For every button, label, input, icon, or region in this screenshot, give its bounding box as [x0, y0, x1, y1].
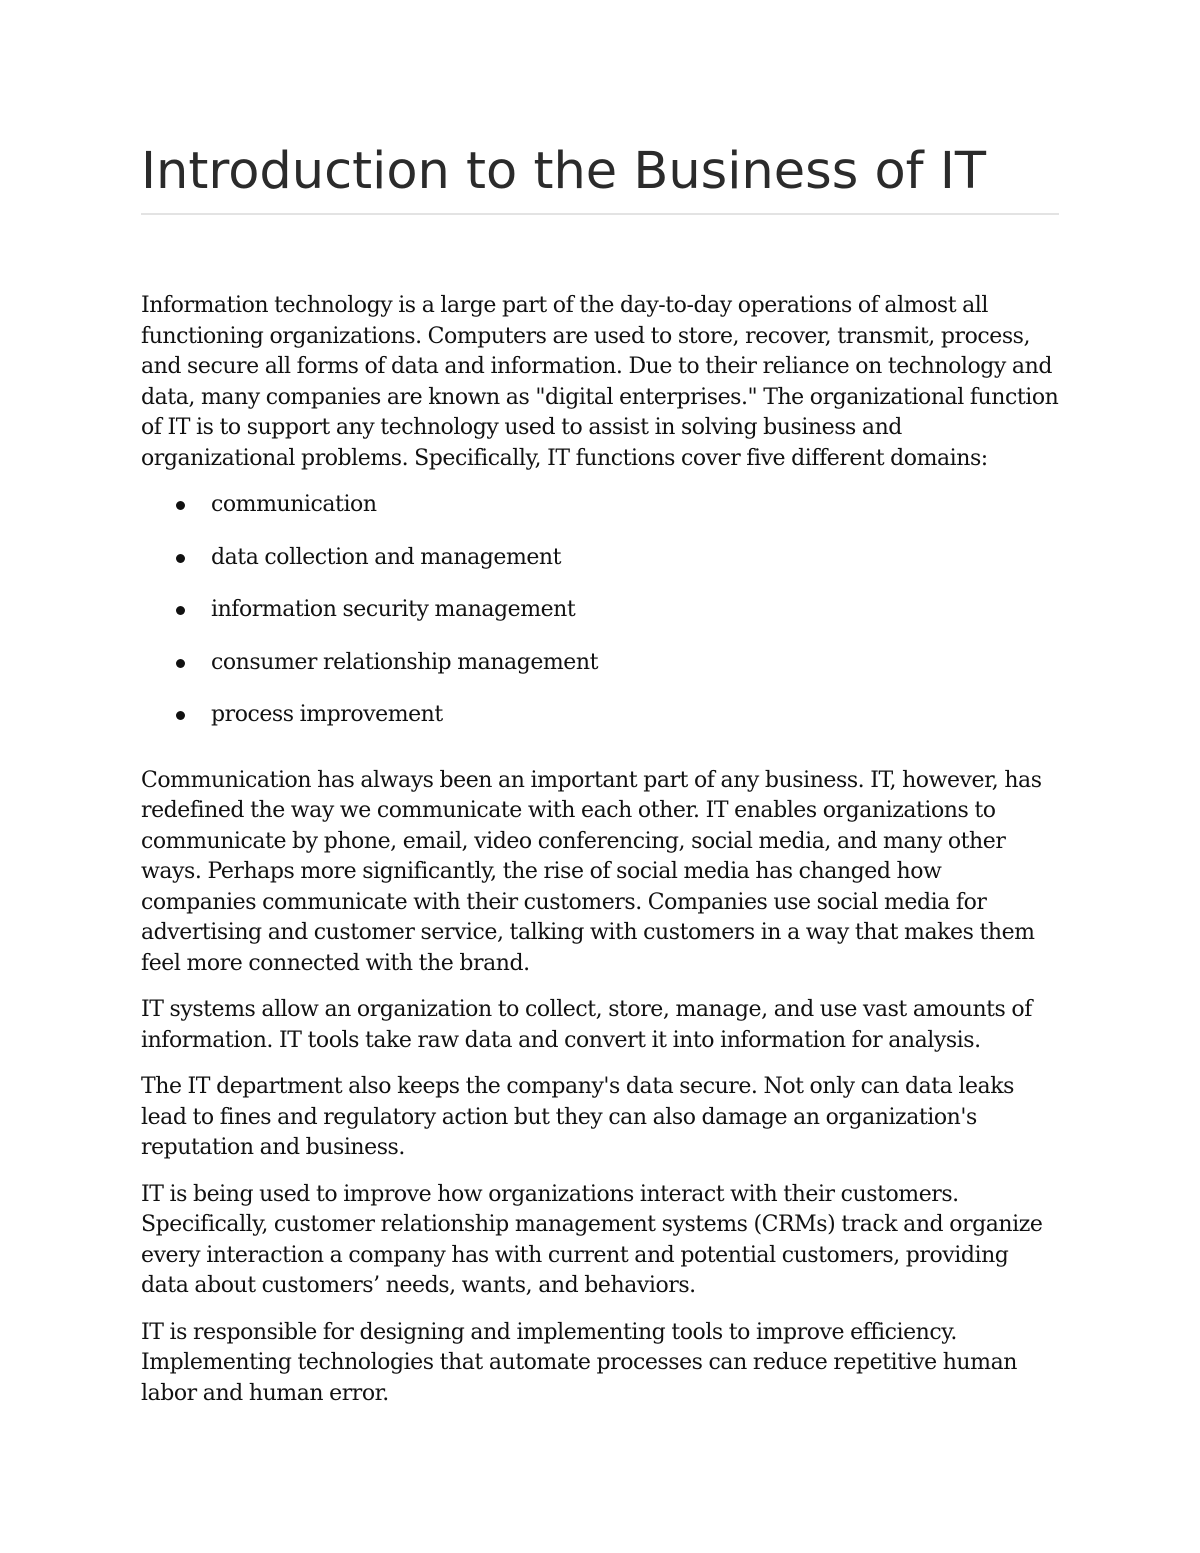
list-item — [141, 543, 1061, 596]
list-item — [141, 648, 1061, 701]
bullet-icon — [176, 659, 185, 668]
domains-list — [141, 490, 1061, 753]
list-item-label: communication — [211, 492, 377, 517]
title-divider — [141, 213, 1059, 215]
list-item-label: process improvement — [211, 702, 443, 727]
list-item — [141, 700, 1061, 753]
bullet-icon — [176, 606, 185, 615]
intro-paragraph: Information technology is a large part of the day-to-day operations of almost all functioning organizations. Computers are used to store, recover, transmit, process, and secure all forms of data and information. Due to their reliance on technology and data, many companies are known as "digital enterprises." The organizational function of IT is to support any technology used to assist in solving business and organizational problems. Specifically, IT functions cover five different domains: — [141, 293, 1059, 471]
document-title: Introduction to the Business of IT — [141, 142, 987, 201]
process-improvement-paragraph: IT is responsible for designing and implementing tools to improve efficiency. Implementing technologies that automate processes can reduce repetitive human labor and human error. — [141, 1319, 1017, 1406]
list-item-label: data collection and management — [211, 544, 562, 570]
data-management-paragraph: IT systems allow an organization to collect, store, manage, and use vast amounts of information. IT tools take raw data and convert it into information for analysis. — [141, 997, 1032, 1053]
list-item — [141, 595, 1061, 648]
list-item-label: information security management — [211, 597, 576, 622]
list-item — [141, 490, 1061, 543]
bullet-icon — [176, 501, 185, 510]
bullet-icon — [176, 554, 185, 563]
security-paragraph: The IT department also keeps the company's data secure. Not only can data leaks lead to fines and regulatory action but they can also damage an organization's reputation and business. — [141, 1074, 1014, 1160]
bullet-icon — [176, 711, 185, 720]
list-item-label: consumer relationship management — [211, 649, 598, 675]
communication-paragraph: Communication has always been an important part of any business. IT, however, has redefined the way we communicate with each other. IT enables organizations to communicate by phone, email, video conferencing, social media, and many other ways. Perhaps more significantly, the rise of social media has changed how companies communicate with their customers. Companies use social media for advertising and customer service, talking with customers in a way that makes them feel more connected with the brand. — [141, 767, 1042, 976]
document-body — [141, 291, 1061, 1425]
crm-paragraph: IT is being used to improve how organizations interact with their customers. Specifically, customer relationship management systems (CRMs) track and organize every interaction a company has with current and potential customers, providing data about customers’ needs, wants, and behaviors. — [141, 1181, 1043, 1298]
